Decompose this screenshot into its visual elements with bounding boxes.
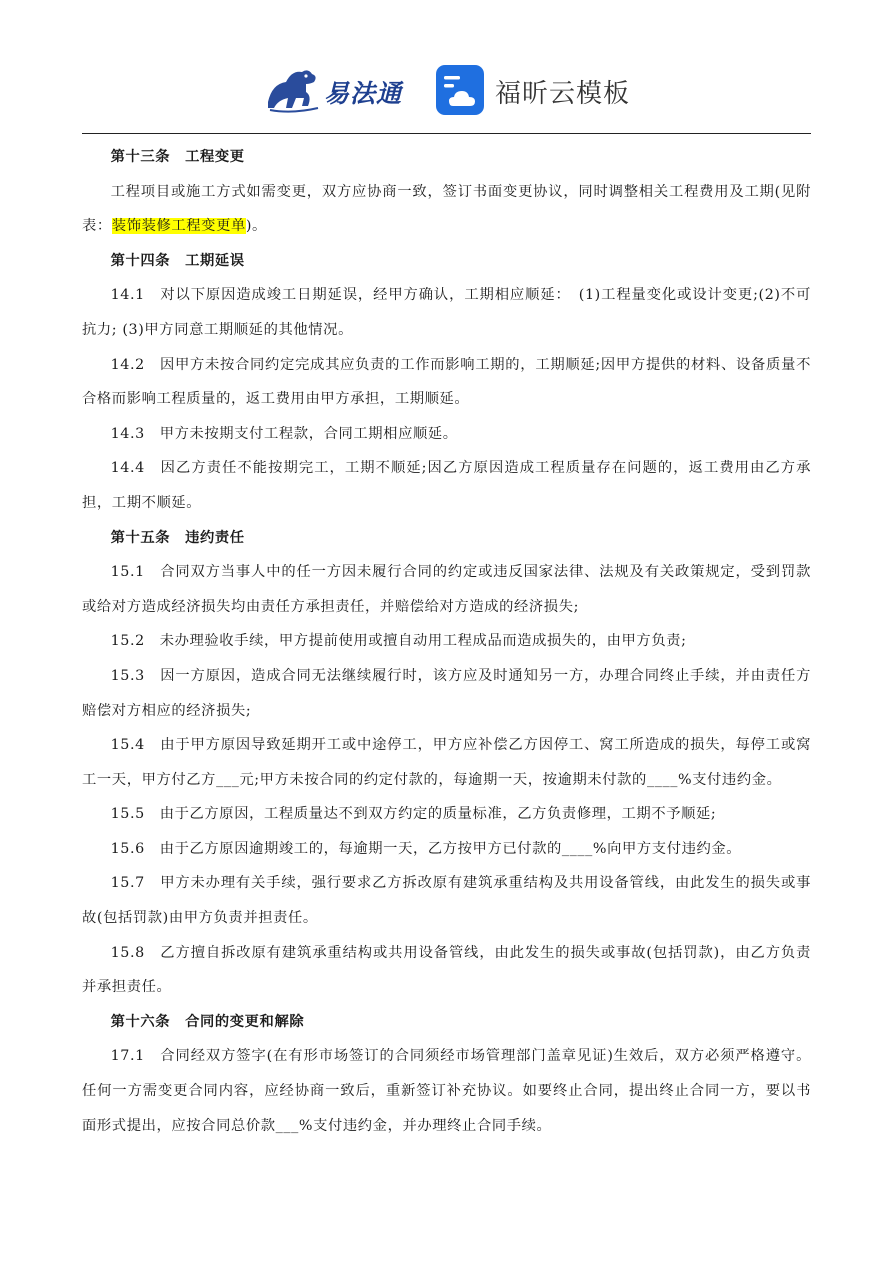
clause-14-1: 14.1 对以下原因造成竣工日期延误，经甲方确认，工期相应顺延： (1)工程量变化或设计变更;(2)不可抗力; (3)甲方同意工期顺延的其他情况。 [82,287,811,338]
header-divider [82,133,811,134]
cloud-document-icon [435,64,485,116]
clause-14-3: 14.3 甲方未按期支付工程款，合同工期相应顺延。 [110,425,458,442]
section-13-paragraph [82,175,811,244]
section-16-title: 第十六条 合同的变更和解除 [110,1013,305,1030]
clause-14-4: 14.4 因乙方责任不能按期完工，工期不顺延;因乙方原因造成工程质量存在问题的，返工费用由乙方承担，工期不顺延。 [82,460,811,511]
fuxin-cloud-template-logo [435,64,635,116]
clause-15-3: 15.3 因一方原因，造成合同无法继续履行时，该方应及时通知另一方，办理合同终止手续，并由责任方赔偿对方相应的经济损失; [82,667,811,719]
document-body [82,140,811,1143]
section-14-title: 第十四条 工期延误 [110,252,245,269]
clause-15-2: 15.2 未办理验收手续，甲方提前使用或擅自动用工程成品而造成损失的，由甲方负责; [110,633,687,650]
clause-14-2: 14.2 因甲方未按合同约定完成其应负责的工作而影响工期的，工期顺延;因甲方提供的材料、设备质量不合格而影响工程质量的，返工费用由甲方承担，工期顺延。 [82,356,811,408]
clause-15-7: 15.7 甲方未办理有关手续，强行要求乙方拆改原有建筑承重结构及共用设备管线，由此发生的损失或事故(包括罚款)由甲方负责并担责任。 [82,875,811,927]
page-header [0,52,893,124]
clause-15-5: 15.5 由于乙方原因，工程质量达不到双方约定的质量标准，乙方负责修理，工期不予顺延; [110,806,717,823]
clause-15-4: 15.4 由于甲方原因导致延期开工或中途停工，甲方应补偿乙方因停工、窝工所造成的损失，每停工或窝工一天，甲方付乙方___元;甲方未按合同的约定付款的，每逾期一天，按逾期未付款的____%支付违约金。 [82,737,811,788]
change-order-highlight: 装饰装修工程变更单 [111,218,246,235]
yifatong-logo-text: 易法通 [324,79,403,108]
s13-text-after: )。 [245,218,267,235]
section-13-title: 第十三条 工程变更 [110,149,245,165]
s13-text-before: 工程项目或施工方式如需变更，双方应协商一致，签订书面变更协议，同时调整相关工程费用及工期(见附表： [82,183,811,235]
clause-17-1: 17.1 合同经双方签字(在有形市场签订的合同须经市场管理部门盖章见证)生效后，双方必须严格遵守。任何一方需变更合同内容，应经协商一致后，重新签订补充协议。如要终止合同，提出终止合同一方，要以书面形式提出，应按合同总价款___%支付违约金，并办理终止合同手续。 [82,1048,811,1134]
fuxin-logo-text: 福昕云模板 [495,79,631,109]
section-15-title: 第十五条 违约责任 [110,529,245,546]
yifatong-logo [262,62,412,118]
qilin-emblem-icon [262,62,324,118]
clause-15-6: 15.6 由于乙方原因逾期竣工的，每逾期一天，乙方按甲方已付款的____%向甲方支付违约金。 [110,840,742,857]
clause-15-1: 15.1 合同双方当事人中的任一方因未履行合同的约定或违反国家法律、法规及有关政策规定，受到罚款或给对方造成经济损失均由责任方承担责任，并赔偿给对方造成的经济损失; [82,564,811,615]
clause-15-8: 15.8 乙方擅自拆改原有建筑承重结构或共用设备管线，由此发生的损失或事故(包括罚款)，由乙方负责并承担责任。 [82,944,811,996]
